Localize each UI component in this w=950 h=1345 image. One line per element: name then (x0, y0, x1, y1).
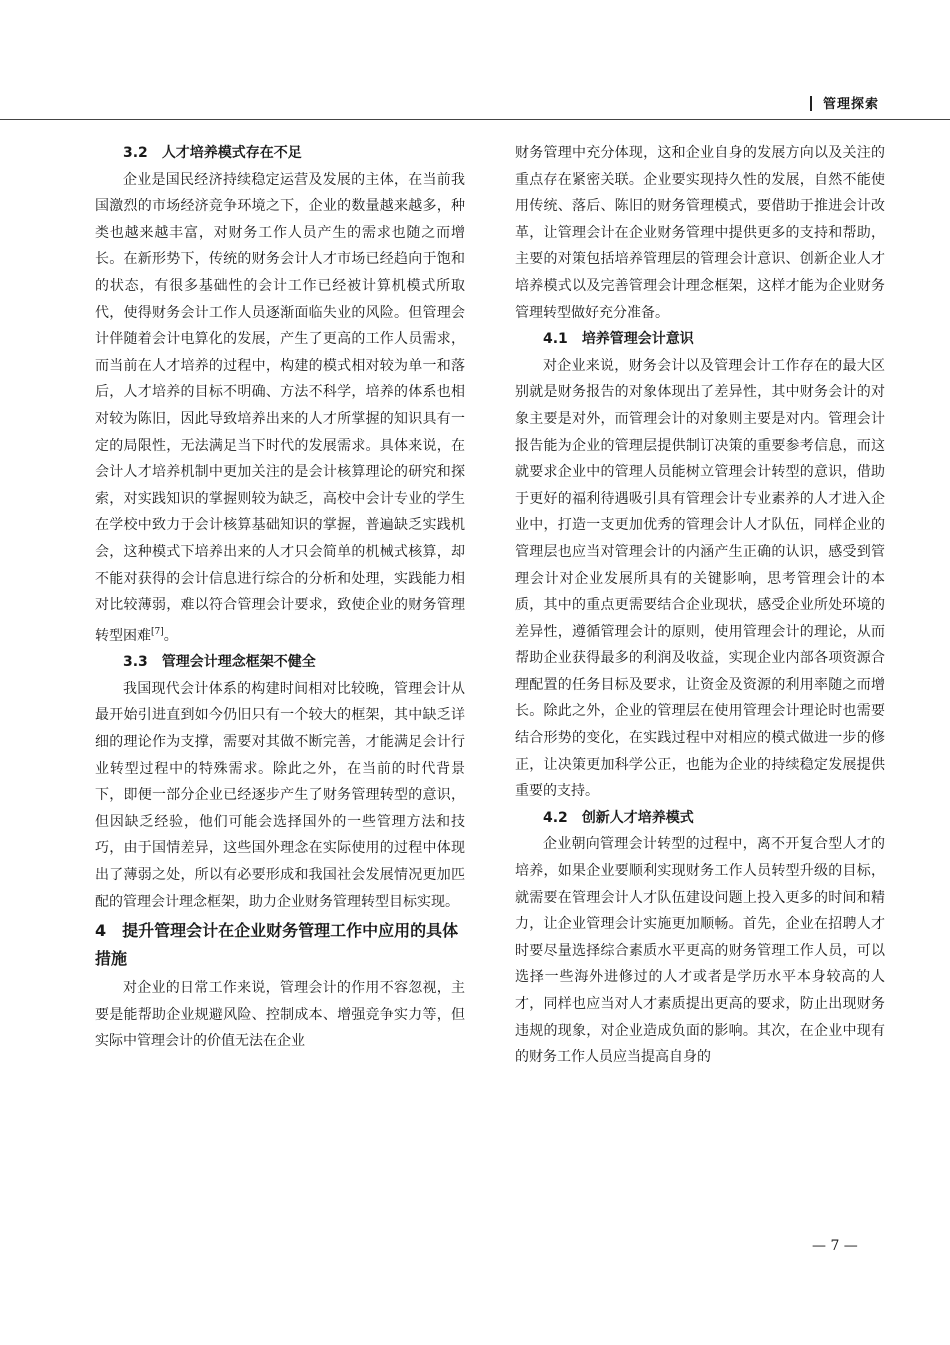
right-column (515, 140, 885, 1071)
heading-number: 3.2 (123, 145, 148, 161)
citation[interactable]: [7] (151, 626, 164, 637)
paragraph: 企业是国民经济持续稳定运营及发展的主体，在当前我国激烈的市场经济竞争环境之下，企业的数量越来越多，种类也越来越丰富，对财务工作人员产生的需求也随之而增长。在新形势下，传统的财务会计人才市场已经趋向于饱和的状态，有很多基础性的会计工作已经被计算机模式所取代，使得财务会计工作人员逐渐面临失业的风险。但管理会计伴随着会计电算化的发展，产生了更高的工作人员需求，而当前在人才培养的过程中，构建的模式相对较为单一和落后，人才培养的目标不明确、方法不科学，培养的体系也相对较为陈旧，因此导致培养出来的人才所掌握的知识具有一定的局限性，无法满足当下时代的发展需求。具体来说，在会计人才培养机制中更加关注的是会计核算理论的研究和探索，对实践知识的掌握则较为缺乏，高校中会计专业的学生在学校中致力于会计核算基础知识的掌握，普遍缺乏实践机会，这种模式下培养出来的人才只会简单的机械式核算，却不能对获得的会计信息进行综合的分析和处理，实践能力相对比较薄弱，难以符合管理会计要求，致使企业的财务管理转型困难[7]。 (95, 171, 465, 644)
left-column (95, 140, 465, 1055)
heading-number: 3.3 (123, 654, 148, 671)
header-rule (0, 119, 950, 120)
paragraph: 对企业来说，财务会计以及管理会计工作存在的最大区别就是财务报告的对象体现出了差异性，其中财务会计的对象主要是对外，而管理会计的对象则主要是对内。管理会计报告能为企业的管理层提供制订决策的重要参考信息，而这就要求企业中的管理人员能树立管理会计转型的意识，借助于更好的福利待遇吸引具有管理会计专业素养的人才进入企业中，打造一支更加优秀的管理会计人才队伍，同样企业的管理层也应当对管理会计的内涵产生正确的认识，感受到管理会计对企业发展所具有的关键影响，思考管理会计的本质，其中的重点更需要结合企业现状，感受企业所处环境的差异性，遵循管理会计的原则，使用管理会计的理论，从而帮助企业获得最多的利润及收益，实现企业内部各项资源合理配置的任务目标及要求，让资金及资源的利用率随之而增长。除此之外，企业的管理层在使用管理会计理论时也需要结合形势的变化，在实践过程中对相应的模式做进一步的修正，让决策更加科学公正，也能为企业的持续稳定发展提供重要的支持。 (515, 357, 885, 800)
heading-3-2 (95, 140, 465, 167)
heading-title: 培养管理会计意识 (581, 331, 694, 348)
heading-title: 人才培养模式存在不足 (161, 145, 302, 161)
page-header (0, 0, 950, 120)
heading-title: 管理会计理念框架不健全 (161, 654, 316, 671)
header-divider-bar (810, 96, 812, 111)
heading-4-2 (515, 805, 885, 832)
heading-number: 4.2 (543, 809, 568, 826)
paragraph: 企业朝向管理会计转型的过程中，离不开复合型人才的培养，如果企业要顺利实现财务工作人员转型升级的目标，就需要在管理会计人才队伍建设问题上投入更多的时间和精力，让企业管理会计实施更加顺畅。首先，企业在招聘人才时要尽量选择综合素质水平更高的财务管理工作人员，可以选择一些海外进修过的人才或者是学历水平本身较高的人才，同样也应当对人才素质提出更高的要求，防止出现财务违规的现象，对企业造成负面的影响。其次，在企业中现有的财务工作人员应当提高自身的 (515, 836, 885, 1066)
heading-3-3 (95, 649, 465, 676)
paragraph: 我国现代会计体系的构建时间相对比较晚，管理会计从最开始引进直到如今仍旧只有一个较大的框架，其中缺乏详细的理论作为支撑，需要对其做不断完善，才能满足会计行业转型过程中的特殊需求。除此之外，在当前的时代背景下，即便一部分企业已经逐步产生了财务管理转型的意识，但因缺乏经验，他们可能会选择国外的一些管理方法和技巧，由于国情差异，这些国外理念在实际使用的过程中体现出了薄弱之处，所以有必要形成和我国社会发展情况更加匹配的管理会计理念框架，助力企业财务管理转型目标实现。 (95, 680, 465, 910)
page-number: — 7 — (812, 1238, 858, 1254)
heading-number: 4 (95, 921, 107, 941)
section-title: 管理探索 (823, 97, 880, 112)
heading-4-1 (515, 326, 885, 353)
heading-4 (95, 917, 465, 973)
paragraph: 对企业的日常工作来说，管理会计的作用不容忽视，主要是能帮助企业规避风险、控制成本、增强竞争实力等，但实际中管理会计的价值无法在企业 (95, 980, 465, 1050)
heading-title: 创新人才培养模式 (581, 809, 694, 826)
paragraph: 财务管理中充分体现，这和企业自身的发展方向以及关注的重点存在紧密关联。企业要实现持久性的发展，自然不能使用传统、落后、陈旧的财务管理模式，要借助于推进会计改革，让管理会计在企业财务管理中提供更多的支持和帮助，主要的对策包括培养管理层的管理会计意识、创新企业人才培养模式以及完善管理会计理念框架，这样才能为企业财务管理转型做好充分准备。 (515, 145, 885, 321)
heading-number: 4.1 (543, 331, 568, 348)
heading-title: 提升管理会计在企业财务管理工作中应用的具体措施 (95, 921, 459, 969)
